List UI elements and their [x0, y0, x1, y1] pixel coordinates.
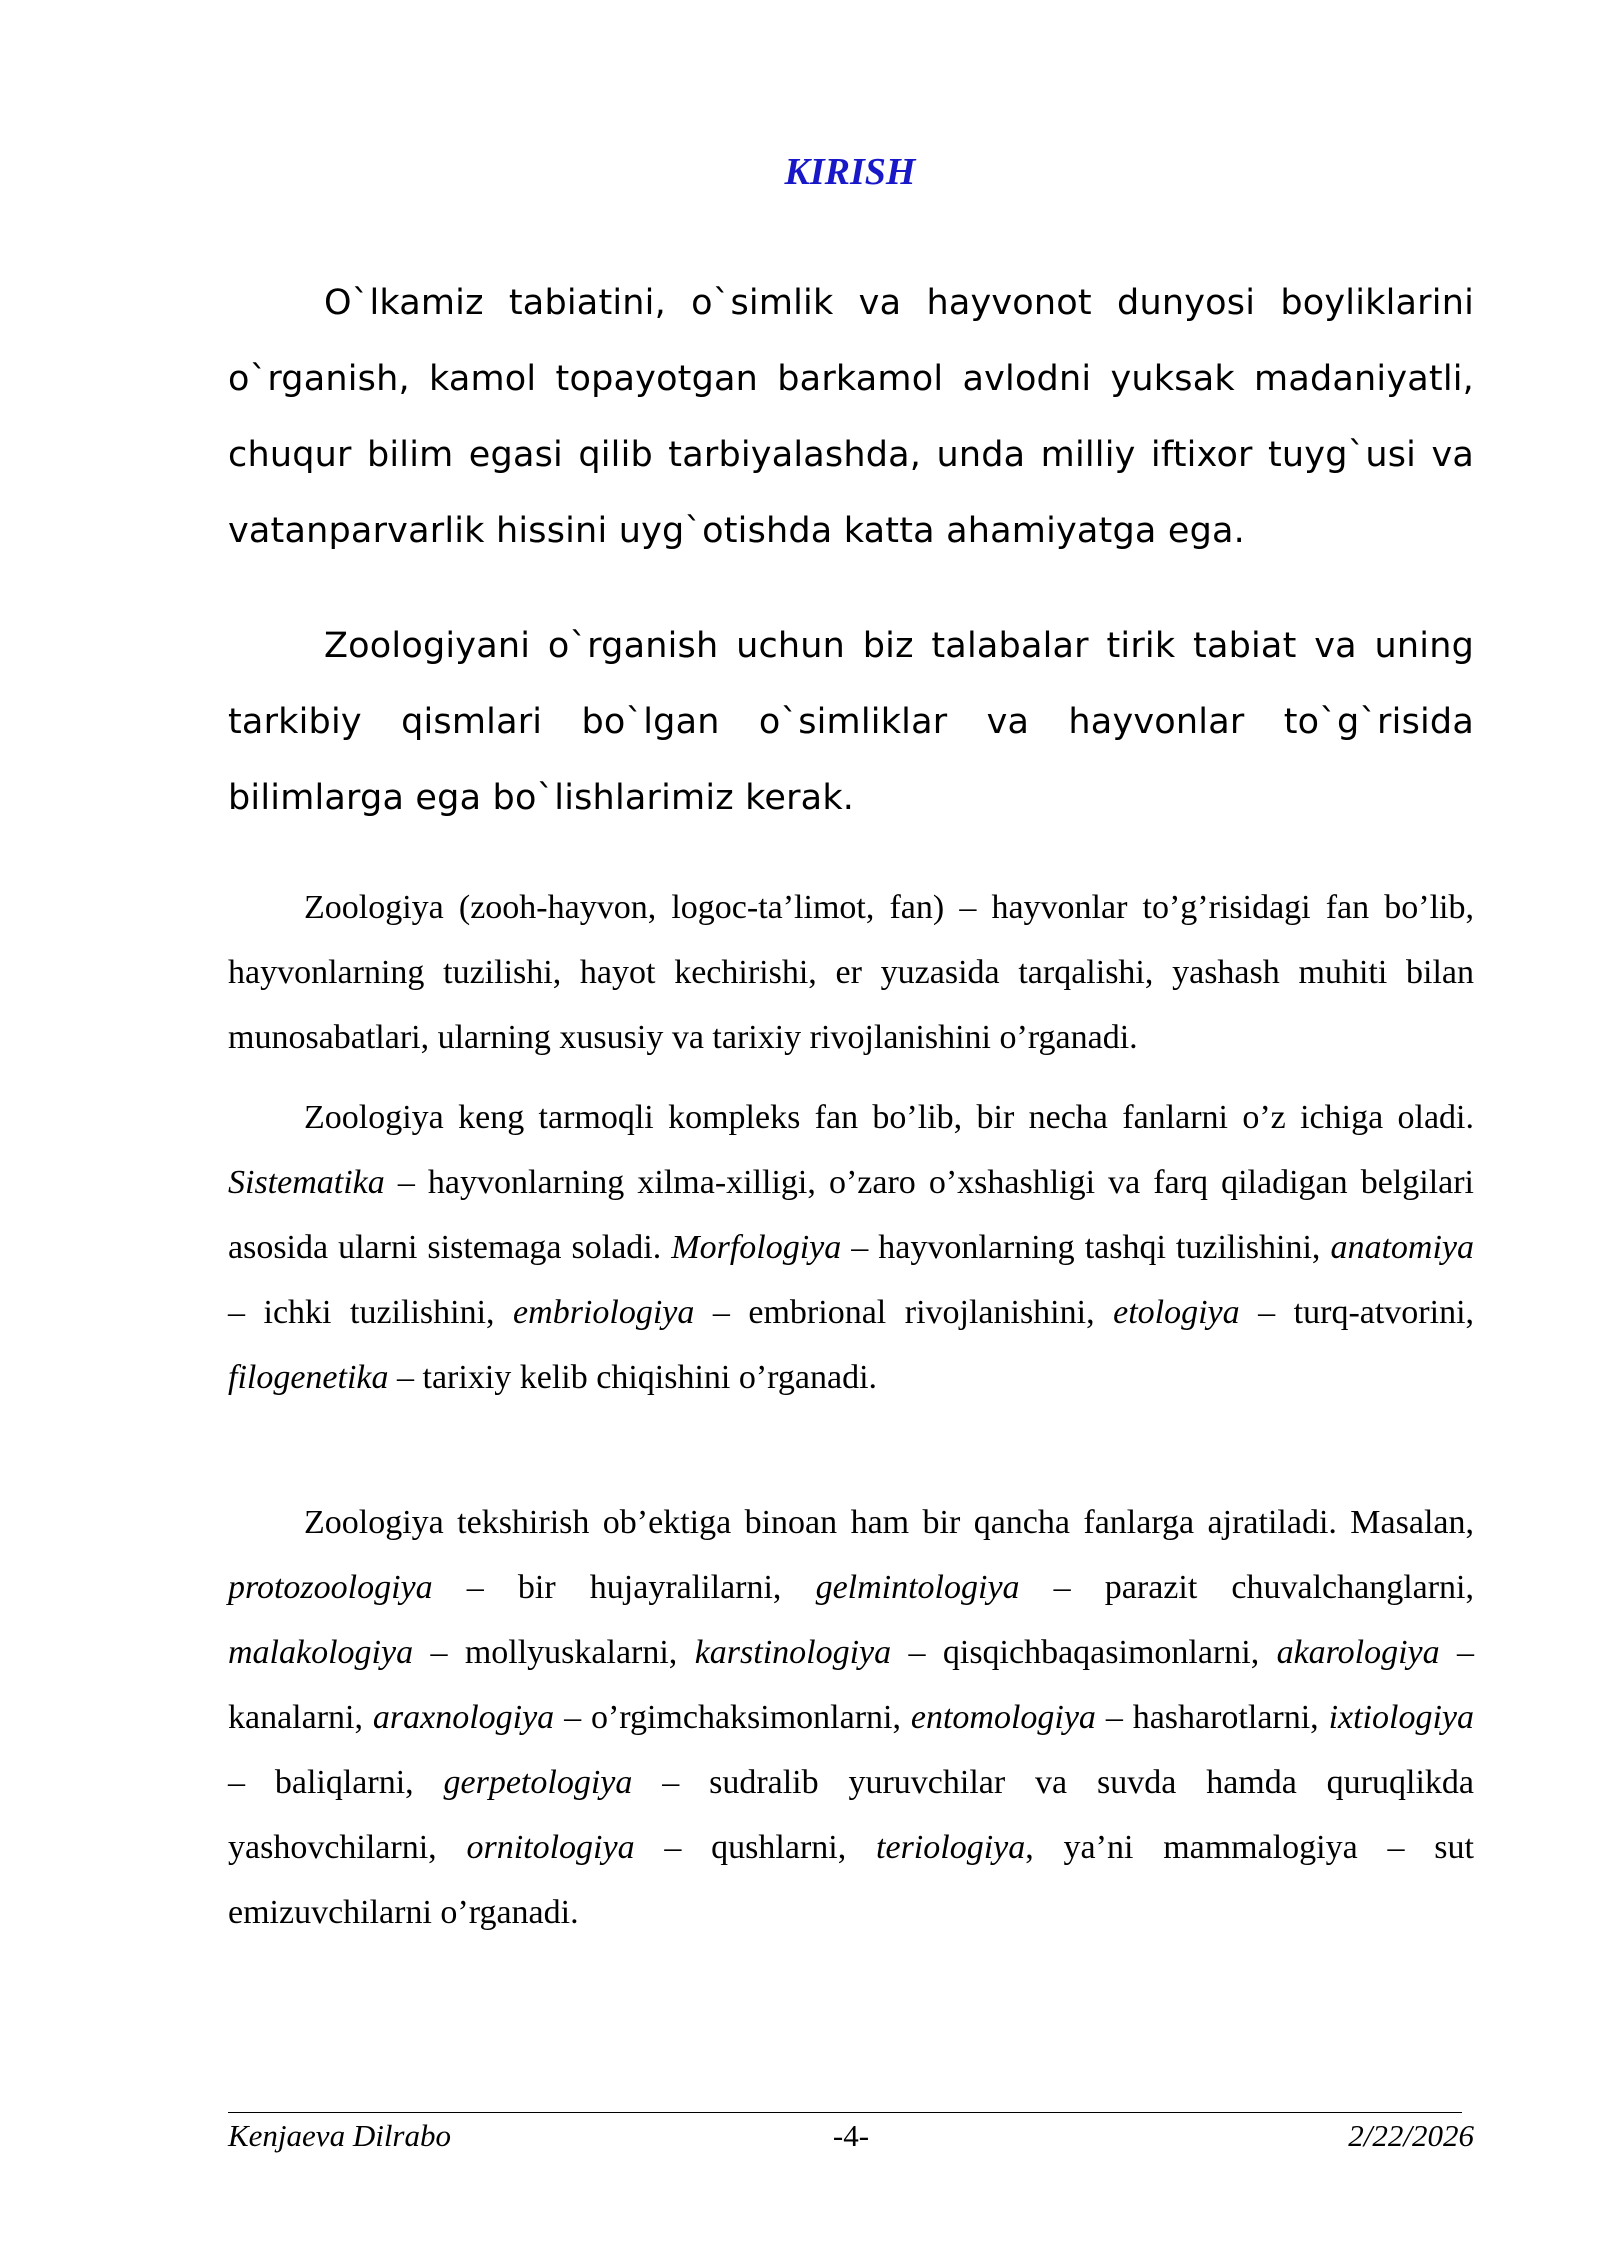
- footer-author: Kenjaeva Dilrabo: [228, 2118, 451, 2153]
- italic-term: malakologiya: [228, 1634, 414, 1671]
- text-run: Zoologiya tekshirish ob’ektiga binoan ham bir qancha fanlarga ajratiladi. Masalan,: [304, 1504, 1474, 1541]
- italic-term: anatomiya: [1330, 1229, 1474, 1266]
- text-run: – hayvonlarning tashqi tuzilishini,: [841, 1229, 1331, 1266]
- text-run: – ichki tuzilishini,: [228, 1294, 514, 1331]
- italic-term: akarologiya: [1276, 1634, 1440, 1671]
- text-run: – qushlarni,: [634, 1829, 877, 1866]
- italic-term: gelmintologiya: [815, 1569, 1020, 1606]
- text-run: – turq-atvorini,: [1239, 1294, 1475, 1331]
- page-footer: [228, 2118, 1474, 2158]
- text-run: – baliqlarni,: [228, 1764, 444, 1801]
- zoology-definition-paragraph: Zoologiya (zooh-hayvon, logoc-ta’limot, fan) – hayvonlar to’g’risidagi fan bo’lib, hayvonlarning tuzilishi, hayot kechirishi, er yuzasida tarqalishi, yashash muhiti bilan munosabatlari, ularning xususiy va tarixiy rivojlanishini o’rganadi.: [228, 889, 1474, 1056]
- text-run: – hayvonlarning xilma-xilligi, o’zaro o’xshashligi va farq qiladigan belgilari asosida ularni sistemaga soladi.: [228, 1164, 1474, 1266]
- italic-term: protozoologiya: [228, 1569, 433, 1606]
- text-run: – parazit chuvalchanglarni,: [1019, 1569, 1475, 1606]
- footer-divider: [228, 2112, 1462, 2113]
- italic-term: araxnologiya: [372, 1699, 555, 1736]
- italic-term: ornitologiya: [466, 1829, 635, 1866]
- text-run: – hasharotlarni,: [1095, 1699, 1329, 1736]
- zoology-branches-paragraph: [228, 1085, 1474, 1410]
- italic-term: etologiya: [1113, 1294, 1240, 1331]
- text-run: – embrional rivojlanishini,: [694, 1294, 1114, 1331]
- text-run: – kanalarni,: [228, 1634, 1475, 1736]
- italic-term: gerpetologiya: [443, 1764, 633, 1801]
- text-run: – o’rgimchaksimonlarni,: [554, 1699, 911, 1736]
- intro-paragraph-1: O`lkamiz tabiatini, o`simlik va hayvonot dunyosi boyliklarini o`rganish, kamol topayotgan barkamol avlodni yuksak madaniyatli, chuqur bilim egasi qilib tarbiyalashda, unda milliy iftixor tuyg`usi va vatanparvarlik hissini uyg`otishda katta ahamiyatga ega.: [228, 283, 1474, 551]
- text-run: – sudralib yuruvchilar va suvda hamda quruqlikda yashovchilarni,: [228, 1764, 1474, 1866]
- italic-term: Morfologiya: [671, 1229, 842, 1266]
- footer-page-number: -4-: [832, 2118, 870, 2153]
- italic-term: Sistematika: [228, 1164, 385, 1201]
- intro-paragraph-2: Zoologiyani o`rganish uchun biz talabalar tirik tabiat va uning tarkibiy qismlari bo`lgan o`simliklar va hayvonlar to`g`risida bilimlarga ega bo`lishlarimiz kerak.: [228, 626, 1474, 818]
- text-run: – mollyuskalarni,: [413, 1634, 695, 1671]
- text-run: – bir hujayralilarni,: [432, 1569, 816, 1606]
- italic-term: embriologiya: [513, 1294, 695, 1331]
- italic-term: entomologiya: [910, 1699, 1096, 1736]
- text-run: Zoologiya keng tarmoqli kompleks fan bo’lib, bir necha fanlarni o’z ichiga oladi.: [304, 1099, 1474, 1136]
- italic-term: teriologiya: [876, 1829, 1026, 1866]
- italic-term: karstinologiya: [694, 1634, 892, 1671]
- italic-term: filogenetika: [228, 1359, 389, 1396]
- text-run: – tarixiy kelib chiqishini o’rganadi.: [388, 1359, 878, 1396]
- zoology-subdisciplines-paragraph: [228, 1490, 1474, 1945]
- text-run: – qisqichbaqasimonlarni,: [891, 1634, 1277, 1671]
- italic-term: ixtiologiya: [1328, 1699, 1474, 1736]
- footer-date: 2/22/2026: [1348, 2118, 1474, 2153]
- page-title: KIRISH: [784, 151, 916, 193]
- text-run: , ya’ni mammalogiya – sut emizuvchilarni o’rganadi.: [228, 1829, 1474, 1931]
